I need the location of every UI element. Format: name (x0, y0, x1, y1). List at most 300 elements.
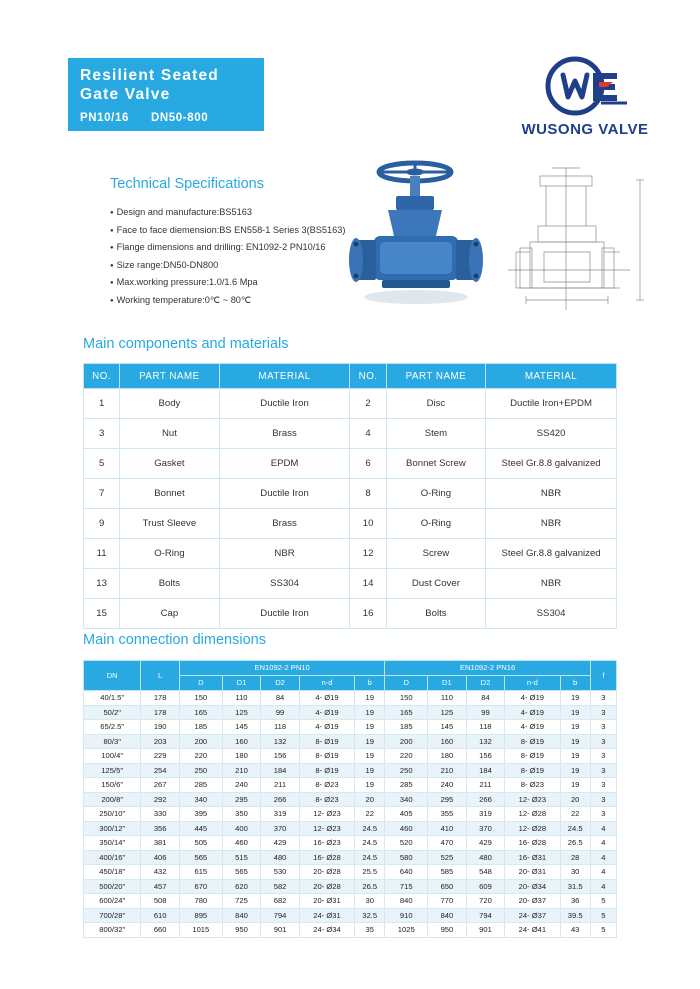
cell-l: 254 (141, 763, 180, 778)
cell-dn: 450/18" (84, 865, 141, 880)
cell-pn16-d2: 156 (466, 749, 505, 764)
cell-pn16-d2: 480 (466, 850, 505, 865)
cell-pn16-d: 220 (385, 749, 428, 764)
th-pn16-d1: D1 (428, 676, 467, 691)
table-row (84, 389, 617, 419)
cell-pn10-nd: 8- Ø19 (299, 763, 354, 778)
cell-part-name: Cap (120, 599, 219, 629)
cell-pn16-nd: 24- Ø37 (505, 908, 560, 923)
th-partname-1: PART NAME (120, 364, 219, 389)
cell-no: 5 (84, 449, 120, 479)
cell-pn16-d: 285 (385, 778, 428, 793)
cell-part-name: O-Ring (386, 509, 485, 539)
cell-pn16-d1: 210 (428, 763, 467, 778)
cell-pn10-d2: 582 (261, 879, 300, 894)
cell-pn10-d2: 530 (261, 865, 300, 880)
cell-material: Ductile Iron (219, 599, 350, 629)
technical-drawing (500, 160, 660, 325)
cell-pn16-d: 1025 (385, 923, 428, 938)
cell-pn10-b: 24.5 (355, 850, 385, 865)
th-material-2: MATERIAL (486, 364, 617, 389)
table-row (84, 734, 617, 749)
cell-pn10-d: 505 (179, 836, 222, 851)
product-title-block (68, 58, 264, 131)
cell-pn10-nd: 16- Ø23 (299, 836, 354, 851)
cell-pn10-d1: 515 (222, 850, 261, 865)
cell-pn10-nd: 4- Ø19 (299, 691, 354, 706)
cell-dn: 700/28" (84, 908, 141, 923)
cell-pn10-d: 285 (179, 778, 222, 793)
cell-pn10-d2: 901 (261, 923, 300, 938)
cell-pn16-b: 39.5 (560, 908, 590, 923)
table-row (84, 836, 617, 851)
th-pn10-d2: D2 (261, 676, 300, 691)
cell-pn16-nd: 8- Ø19 (505, 749, 560, 764)
cell-pn16-b: 20 (560, 792, 590, 807)
section-heading-technical: Technical Specifications (110, 176, 264, 192)
cell-pn16-d2: 548 (466, 865, 505, 880)
cell-pn10-d: 445 (179, 821, 222, 836)
cell-f: 5 (590, 908, 616, 923)
cell-pn16-nd: 24- Ø41 (505, 923, 560, 938)
cell-no: 2 (350, 389, 386, 419)
cell-pn16-nd: 4- Ø19 (505, 720, 560, 735)
cell-pn10-b: 26.5 (355, 879, 385, 894)
cell-material: Brass (219, 419, 350, 449)
cell-pn10-d1: 840 (222, 908, 261, 923)
spec-item: ● Design and manufacture:BS5163 (110, 204, 370, 222)
cell-pn16-b: 22 (560, 807, 590, 822)
cell-pn10-b: 30 (355, 894, 385, 909)
cell-pn16-b: 19 (560, 749, 590, 764)
product-pressure-rating: PN10/16 (80, 112, 129, 124)
cell-pn16-d2: 901 (466, 923, 505, 938)
cell-pn16-d: 640 (385, 865, 428, 880)
cell-pn10-d2: 682 (261, 894, 300, 909)
company-logo (505, 55, 665, 150)
th-pn16-d2: D2 (466, 676, 505, 691)
cell-pn10-d: 670 (179, 879, 222, 894)
cell-pn10-d2: 429 (261, 836, 300, 851)
cell-l: 356 (141, 821, 180, 836)
cell-dn: 600/24" (84, 894, 141, 909)
th-pn16-d: D (385, 676, 428, 691)
table-row (84, 894, 617, 909)
cell-l: 178 (141, 705, 180, 720)
cell-no: 13 (84, 569, 120, 599)
cell-pn16-d: 200 (385, 734, 428, 749)
cell-pn10-d1: 295 (222, 792, 261, 807)
cell-pn16-b: 36 (560, 894, 590, 909)
cell-pn16-nd: 12- Ø28 (505, 807, 560, 822)
cell-f: 4 (590, 850, 616, 865)
cell-pn16-d: 715 (385, 879, 428, 894)
cell-pn16-b: 19 (560, 720, 590, 735)
cell-pn10-d1: 240 (222, 778, 261, 793)
th-group-pn16: EN1092-2 PN16 (385, 661, 590, 676)
cell-dn: 65/2.5" (84, 720, 141, 735)
product-title-line1: Resilient Seated (80, 67, 219, 84)
th-group-pn10: EN1092-2 PN10 (179, 661, 384, 676)
cell-pn10-d: 220 (179, 749, 222, 764)
cell-no: 3 (84, 419, 120, 449)
cell-pn16-d: 580 (385, 850, 428, 865)
cell-pn16-d1: 410 (428, 821, 467, 836)
cell-pn10-d: 395 (179, 807, 222, 822)
cell-no: 8 (350, 479, 386, 509)
cell-l: 203 (141, 734, 180, 749)
cell-l: 381 (141, 836, 180, 851)
th-pn10-d: D (179, 676, 222, 691)
cell-part-name: Screw (386, 539, 485, 569)
table-header-row (84, 364, 617, 389)
product-size-range: DN50-800 (150, 112, 209, 124)
cell-pn16-b: 19 (560, 778, 590, 793)
cell-pn10-d: 150 (179, 691, 222, 706)
cell-pn10-d: 185 (179, 720, 222, 735)
cell-pn10-b: 24.5 (355, 836, 385, 851)
cell-pn10-d2: 370 (261, 821, 300, 836)
cell-part-name: Trust Sleeve (120, 509, 219, 539)
cell-no: 16 (350, 599, 386, 629)
cell-pn16-d: 340 (385, 792, 428, 807)
cell-pn16-d1: 145 (428, 720, 467, 735)
cell-no: 7 (84, 479, 120, 509)
cell-pn16-d2: 211 (466, 778, 505, 793)
cell-pn10-d: 1015 (179, 923, 222, 938)
cell-pn10-d2: 156 (261, 749, 300, 764)
cell-part-name: Dust Cover (386, 569, 485, 599)
th-pn10-d1: D1 (222, 676, 261, 691)
dimensions-table (83, 660, 617, 938)
product-title-line2: Gate Valve (80, 86, 171, 103)
cell-no: 12 (350, 539, 386, 569)
cell-pn10-d1: 725 (222, 894, 261, 909)
cell-pn16-b: 19 (560, 691, 590, 706)
table-row (84, 908, 617, 923)
cell-pn16-nd: 20- Ø34 (505, 879, 560, 894)
cell-f: 3 (590, 720, 616, 735)
cell-pn16-d1: 525 (428, 850, 467, 865)
cell-pn16-d2: 319 (466, 807, 505, 822)
cell-pn10-d2: 319 (261, 807, 300, 822)
table-row (84, 807, 617, 822)
spec-item: ● Working temperature:0℃ ~ 80℃ (110, 292, 370, 310)
cell-l: 190 (141, 720, 180, 735)
cell-pn16-d1: 950 (428, 923, 467, 938)
cell-l: 457 (141, 879, 180, 894)
cell-pn10-nd: 8- Ø23 (299, 792, 354, 807)
cell-pn10-b: 20 (355, 792, 385, 807)
cell-pn16-d1: 770 (428, 894, 467, 909)
cell-pn10-d1: 950 (222, 923, 261, 938)
table-row (84, 705, 617, 720)
cell-pn16-d1: 650 (428, 879, 467, 894)
cell-pn10-d2: 480 (261, 850, 300, 865)
th-pn10-b: b (355, 676, 385, 691)
cell-pn16-b: 28 (560, 850, 590, 865)
cell-part-name: Bolts (386, 599, 485, 629)
cell-pn10-nd: 12- Ø23 (299, 821, 354, 836)
cell-f: 3 (590, 792, 616, 807)
cell-pn16-d1: 110 (428, 691, 467, 706)
cell-no: 14 (350, 569, 386, 599)
cell-no: 4 (350, 419, 386, 449)
spec-item: ● Size range:DN50-DN800 (110, 257, 370, 275)
cell-material: NBR (219, 539, 350, 569)
cell-pn10-b: 22 (355, 807, 385, 822)
th-pn16-b: b (560, 676, 590, 691)
cell-pn10-nd: 12- Ø23 (299, 807, 354, 822)
cell-pn16-d1: 180 (428, 749, 467, 764)
cell-pn16-d: 840 (385, 894, 428, 909)
cell-pn10-nd: 20- Ø28 (299, 879, 354, 894)
table-row (84, 749, 617, 764)
cell-pn10-d1: 125 (222, 705, 261, 720)
cell-dn: 250/10" (84, 807, 141, 822)
cell-pn16-b: 19 (560, 705, 590, 720)
cell-pn16-d2: 184 (466, 763, 505, 778)
cell-dn: 800/32" (84, 923, 141, 938)
cell-pn16-b: 24.5 (560, 821, 590, 836)
th-pn16-nd: n-d (505, 676, 560, 691)
cell-f: 3 (590, 705, 616, 720)
section-heading-dimensions: Main connection dimensions (83, 632, 266, 648)
cell-material: NBR (486, 479, 617, 509)
cell-pn10-d2: 266 (261, 792, 300, 807)
cell-pn10-b: 35 (355, 923, 385, 938)
th-pn10-nd: n-d (299, 676, 354, 691)
th-f: f (590, 661, 616, 691)
table-row (84, 691, 617, 706)
th-no-2: NO. (350, 364, 386, 389)
table-header-row-group (84, 661, 617, 676)
cell-dn: 400/16" (84, 850, 141, 865)
cell-pn16-d: 460 (385, 821, 428, 836)
section-heading-components: Main components and materials (83, 336, 289, 352)
cell-l: 660 (141, 923, 180, 938)
cell-l: 432 (141, 865, 180, 880)
cell-pn10-b: 19 (355, 720, 385, 735)
cell-pn10-d2: 211 (261, 778, 300, 793)
cell-pn16-nd: 16- Ø28 (505, 836, 560, 851)
cell-pn10-d: 200 (179, 734, 222, 749)
cell-pn16-d2: 720 (466, 894, 505, 909)
cell-pn16-b: 26.5 (560, 836, 590, 851)
cell-pn16-d2: 84 (466, 691, 505, 706)
cell-f: 3 (590, 778, 616, 793)
cell-pn16-b: 31.5 (560, 879, 590, 894)
cell-pn16-d: 405 (385, 807, 428, 822)
cell-pn16-nd: 20- Ø31 (505, 865, 560, 880)
cell-pn16-nd: 4- Ø19 (505, 705, 560, 720)
cell-pn16-d: 185 (385, 720, 428, 735)
components-table (83, 363, 617, 629)
cell-no: 9 (84, 509, 120, 539)
cell-pn16-nd: 12- Ø23 (505, 792, 560, 807)
cell-pn10-b: 19 (355, 778, 385, 793)
cell-pn10-b: 19 (355, 749, 385, 764)
cell-pn10-d: 340 (179, 792, 222, 807)
cell-l: 330 (141, 807, 180, 822)
cell-pn16-b: 19 (560, 734, 590, 749)
cell-pn16-nd: 16- Ø31 (505, 850, 560, 865)
cell-pn16-d1: 295 (428, 792, 467, 807)
cell-pn10-b: 19 (355, 763, 385, 778)
cell-pn16-nd: 4- Ø19 (505, 691, 560, 706)
cell-pn16-d2: 118 (466, 720, 505, 735)
cell-l: 267 (141, 778, 180, 793)
cell-l: 292 (141, 792, 180, 807)
cell-pn16-d2: 370 (466, 821, 505, 836)
cell-material: Ductile Iron+EPDM (486, 389, 617, 419)
cell-part-name: Bonnet Screw (386, 449, 485, 479)
cell-pn16-b: 19 (560, 763, 590, 778)
cell-pn10-d1: 110 (222, 691, 261, 706)
cell-pn10-d: 780 (179, 894, 222, 909)
cell-part-name: Body (120, 389, 219, 419)
cell-pn10-d2: 84 (261, 691, 300, 706)
cell-pn16-d: 910 (385, 908, 428, 923)
cell-pn10-b: 32.5 (355, 908, 385, 923)
cell-f: 4 (590, 879, 616, 894)
cell-pn10-nd: 16- Ø28 (299, 850, 354, 865)
cell-pn10-b: 19 (355, 705, 385, 720)
cell-pn10-d1: 350 (222, 807, 261, 822)
cell-f: 3 (590, 734, 616, 749)
cell-pn16-d2: 132 (466, 734, 505, 749)
cell-no: 6 (350, 449, 386, 479)
cell-pn10-d1: 210 (222, 763, 261, 778)
cell-material: SS420 (486, 419, 617, 449)
cell-pn10-d1: 160 (222, 734, 261, 749)
table-row (84, 923, 617, 938)
cell-dn: 500/20" (84, 879, 141, 894)
table-row (84, 539, 617, 569)
cell-dn: 300/12" (84, 821, 141, 836)
cell-pn16-d1: 125 (428, 705, 467, 720)
cell-pn16-d: 250 (385, 763, 428, 778)
cell-pn10-nd: 8- Ø19 (299, 749, 354, 764)
cell-pn10-nd: 24- Ø34 (299, 923, 354, 938)
cell-pn10-b: 25.5 (355, 865, 385, 880)
company-name: WUSONG VALVE (521, 121, 649, 138)
cell-part-name: Nut (120, 419, 219, 449)
cell-part-name: Stem (386, 419, 485, 449)
cell-pn10-d2: 99 (261, 705, 300, 720)
cell-l: 229 (141, 749, 180, 764)
cell-pn16-nd: 8- Ø23 (505, 778, 560, 793)
cell-pn10-b: 24.5 (355, 821, 385, 836)
cell-pn16-d1: 355 (428, 807, 467, 822)
cell-pn10-d2: 118 (261, 720, 300, 735)
cell-pn16-nd: 12- Ø28 (505, 821, 560, 836)
cell-pn10-d1: 180 (222, 749, 261, 764)
cell-pn10-d2: 794 (261, 908, 300, 923)
cell-material: NBR (486, 509, 617, 539)
cell-dn: 50/2" (84, 705, 141, 720)
table-row (84, 419, 617, 449)
table-row (84, 509, 617, 539)
cell-l: 610 (141, 908, 180, 923)
cell-pn16-nd: 8- Ø19 (505, 763, 560, 778)
cell-f: 3 (590, 807, 616, 822)
cell-pn16-d: 150 (385, 691, 428, 706)
table-row (84, 599, 617, 629)
cell-dn: 350/14" (84, 836, 141, 851)
cell-material: SS304 (219, 569, 350, 599)
table-row (84, 879, 617, 894)
cell-no: 1 (84, 389, 120, 419)
cell-f: 3 (590, 691, 616, 706)
cell-pn16-d: 520 (385, 836, 428, 851)
th-partname-2: PART NAME (386, 364, 485, 389)
cell-dn: 80/3" (84, 734, 141, 749)
cell-l: 406 (141, 850, 180, 865)
cell-material: NBR (486, 569, 617, 599)
cell-pn16-d1: 160 (428, 734, 467, 749)
cell-pn16-d1: 840 (428, 908, 467, 923)
cell-material: EPDM (219, 449, 350, 479)
cell-no: 15 (84, 599, 120, 629)
cell-pn10-d1: 460 (222, 836, 261, 851)
table-row (84, 850, 617, 865)
cell-f: 5 (590, 923, 616, 938)
cell-pn16-nd: 8- Ø19 (505, 734, 560, 749)
cell-material: Ductile Iron (219, 389, 350, 419)
cell-pn16-b: 43 (560, 923, 590, 938)
table-row (84, 569, 617, 599)
cell-pn10-d: 895 (179, 908, 222, 923)
cell-f: 5 (590, 894, 616, 909)
cell-f: 4 (590, 836, 616, 851)
cell-pn10-d: 165 (179, 705, 222, 720)
spec-item: ● Max.working pressure:1.0/1.6 Mpa (110, 274, 370, 292)
table-row (84, 865, 617, 880)
cell-l: 508 (141, 894, 180, 909)
table-row (84, 479, 617, 509)
logo-icon (541, 55, 629, 117)
cell-pn16-d2: 429 (466, 836, 505, 851)
th-no-1: NO. (84, 364, 120, 389)
cell-pn10-d1: 565 (222, 865, 261, 880)
cell-dn: 100/4" (84, 749, 141, 764)
cell-pn10-d2: 132 (261, 734, 300, 749)
cell-dn: 200/8" (84, 792, 141, 807)
cell-pn10-nd: 20- Ø28 (299, 865, 354, 880)
table-row (84, 778, 617, 793)
cell-pn10-d1: 400 (222, 821, 261, 836)
cell-pn16-d2: 266 (466, 792, 505, 807)
cell-pn10-nd: 8- Ø23 (299, 778, 354, 793)
cell-part-name: Disc (386, 389, 485, 419)
cell-pn10-d2: 184 (261, 763, 300, 778)
cell-dn: 40/1.5" (84, 691, 141, 706)
cell-material: Brass (219, 509, 350, 539)
cell-pn10-nd: 20- Ø31 (299, 894, 354, 909)
cell-f: 3 (590, 749, 616, 764)
cell-pn16-d2: 99 (466, 705, 505, 720)
cell-pn10-d: 250 (179, 763, 222, 778)
cell-pn16-nd: 20- Ø37 (505, 894, 560, 909)
cell-pn10-d1: 145 (222, 720, 261, 735)
cell-pn10-nd: 24- Ø31 (299, 908, 354, 923)
cell-pn10-b: 19 (355, 734, 385, 749)
spec-item: ● Flange dimensions and drilling: EN1092-2 PN10/16 (110, 239, 370, 257)
cell-pn10-nd: 4- Ø19 (299, 705, 354, 720)
cell-material: Ductile Iron (219, 479, 350, 509)
cell-pn16-d2: 794 (466, 908, 505, 923)
